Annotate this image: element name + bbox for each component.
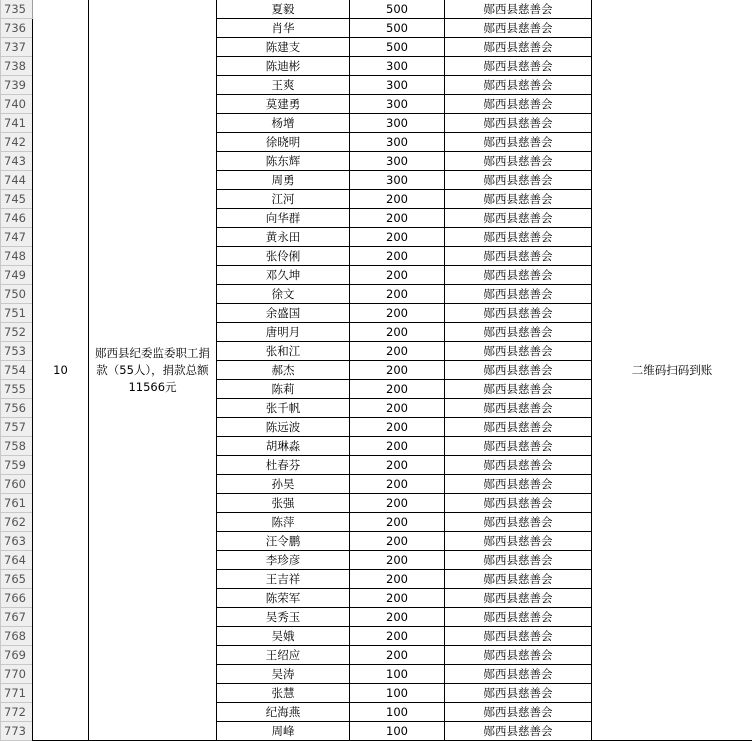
donor-name-cell[interactable]: 胡琳淼: [217, 437, 350, 456]
organization-cell[interactable]: 郧西县慈善会: [445, 133, 592, 152]
amount-cell[interactable]: 200: [350, 646, 445, 665]
donor-name-cell[interactable]: 夏毅: [217, 0, 350, 19]
row-header[interactable]: 770: [1, 665, 33, 684]
organization-cell[interactable]: 郧西县慈善会: [445, 456, 592, 475]
amount-cell[interactable]: 200: [350, 380, 445, 399]
amount-cell[interactable]: 300: [350, 171, 445, 190]
donor-name-cell[interactable]: 唐明月: [217, 323, 350, 342]
organization-cell[interactable]: 郧西县慈善会: [445, 399, 592, 418]
organization-cell[interactable]: 郧西县慈善会: [445, 589, 592, 608]
organization-cell[interactable]: 郧西县慈善会: [445, 114, 592, 133]
amount-cell[interactable]: 300: [350, 114, 445, 133]
donor-name-cell[interactable]: 吴娥: [217, 627, 350, 646]
row-header[interactable]: 758: [1, 437, 33, 456]
group-description-cell[interactable]: 郧西县纪委监委职工捐款（55人），捐款总额11566元: [89, 0, 217, 741]
organization-cell[interactable]: 郧西县慈善会: [445, 627, 592, 646]
organization-cell[interactable]: 郧西县慈善会: [445, 665, 592, 684]
row-header[interactable]: 772: [1, 703, 33, 722]
organization-cell[interactable]: 郧西县慈善会: [445, 57, 592, 76]
donor-name-cell[interactable]: 王爽: [217, 76, 350, 95]
amount-cell[interactable]: 200: [350, 532, 445, 551]
organization-cell[interactable]: 郧西县慈善会: [445, 247, 592, 266]
donor-name-cell[interactable]: 张千帆: [217, 399, 350, 418]
row-header[interactable]: 739: [1, 76, 33, 95]
amount-cell[interactable]: 200: [350, 399, 445, 418]
organization-cell[interactable]: 郧西县慈善会: [445, 608, 592, 627]
organization-cell[interactable]: 郧西县慈善会: [445, 361, 592, 380]
organization-cell[interactable]: 郧西县慈善会: [445, 684, 592, 703]
table-body: [1, 0, 752, 741]
amount-cell[interactable]: 200: [350, 304, 445, 323]
amount-cell[interactable]: 200: [350, 209, 445, 228]
row-header[interactable]: 767: [1, 608, 33, 627]
row-header[interactable]: 757: [1, 418, 33, 437]
amount-cell[interactable]: 300: [350, 76, 445, 95]
donor-name-cell[interactable]: 张慧: [217, 684, 350, 703]
donor-name-cell[interactable]: 徐文: [217, 285, 350, 304]
amount-cell[interactable]: 300: [350, 95, 445, 114]
donor-name-cell[interactable]: 周勇: [217, 171, 350, 190]
note-cell[interactable]: 二维码扫码到账: [592, 0, 752, 741]
donor-name-cell[interactable]: 孙昊: [217, 475, 350, 494]
organization-cell[interactable]: 郧西县慈善会: [445, 38, 592, 57]
row-header[interactable]: 760: [1, 475, 33, 494]
amount-cell[interactable]: 500: [350, 0, 445, 19]
amount-cell[interactable]: 200: [350, 285, 445, 304]
row-header[interactable]: 756: [1, 399, 33, 418]
row-header[interactable]: 742: [1, 133, 33, 152]
amount-cell[interactable]: 200: [350, 342, 445, 361]
row-header[interactable]: 761: [1, 494, 33, 513]
amount-cell[interactable]: 200: [350, 247, 445, 266]
organization-cell[interactable]: 郧西县慈善会: [445, 171, 592, 190]
donor-name-cell[interactable]: 向华群: [217, 209, 350, 228]
donor-name-cell[interactable]: 陈迪彬: [217, 57, 350, 76]
donor-name-cell[interactable]: 纪海燕: [217, 703, 350, 722]
row-header[interactable]: 759: [1, 456, 33, 475]
amount-cell[interactable]: 200: [350, 589, 445, 608]
organization-cell[interactable]: 郧西县慈善会: [445, 342, 592, 361]
amount-cell[interactable]: 500: [350, 19, 445, 38]
row-header[interactable]: 768: [1, 627, 33, 646]
organization-cell[interactable]: 郧西县慈善会: [445, 95, 592, 114]
organization-cell[interactable]: 郧西县慈善会: [445, 475, 592, 494]
row-header[interactable]: 737: [1, 38, 33, 57]
row-header[interactable]: 765: [1, 570, 33, 589]
organization-cell[interactable]: 郧西县慈善会: [445, 209, 592, 228]
organization-cell[interactable]: 郧西县慈善会: [445, 0, 592, 19]
amount-cell[interactable]: 200: [350, 494, 445, 513]
row-header[interactable]: 752: [1, 323, 33, 342]
organization-cell[interactable]: 郧西县慈善会: [445, 646, 592, 665]
donor-name-cell[interactable]: 杜春芬: [217, 456, 350, 475]
organization-cell[interactable]: 郧西县慈善会: [445, 152, 592, 171]
organization-cell[interactable]: 郧西县慈善会: [445, 418, 592, 437]
organization-cell[interactable]: 郧西县慈善会: [445, 722, 592, 741]
row-header[interactable]: 771: [1, 684, 33, 703]
amount-cell[interactable]: 100: [350, 722, 445, 741]
amount-cell[interactable]: 200: [350, 608, 445, 627]
row-header[interactable]: 754: [1, 361, 33, 380]
organization-cell[interactable]: 郧西县慈善会: [445, 190, 592, 209]
organization-cell[interactable]: 郧西县慈善会: [445, 323, 592, 342]
donor-name-cell[interactable]: 黄永田: [217, 228, 350, 247]
organization-cell[interactable]: 郧西县慈善会: [445, 532, 592, 551]
amount-cell[interactable]: 200: [350, 627, 445, 646]
organization-cell[interactable]: 郧西县慈善会: [445, 228, 592, 247]
group-number-cell[interactable]: 10: [33, 0, 89, 741]
amount-cell[interactable]: 200: [350, 228, 445, 247]
donor-name-cell[interactable]: 陈建支: [217, 38, 350, 57]
row-header[interactable]: 738: [1, 57, 33, 76]
amount-cell[interactable]: 200: [350, 418, 445, 437]
amount-cell[interactable]: 300: [350, 152, 445, 171]
organization-cell[interactable]: 郧西县慈善会: [445, 304, 592, 323]
organization-cell[interactable]: 郧西县慈善会: [445, 570, 592, 589]
donor-name-cell[interactable]: 陈东辉: [217, 152, 350, 171]
row-header[interactable]: 745: [1, 190, 33, 209]
row-header[interactable]: 763: [1, 532, 33, 551]
row-header[interactable]: 746: [1, 209, 33, 228]
row-header[interactable]: 766: [1, 589, 33, 608]
table-row: [1, 0, 752, 19]
amount-cell[interactable]: 200: [350, 475, 445, 494]
donor-name-cell[interactable]: 郝杰: [217, 361, 350, 380]
organization-cell[interactable]: 郧西县慈善会: [445, 266, 592, 285]
organization-cell[interactable]: 郧西县慈善会: [445, 437, 592, 456]
row-header[interactable]: 750: [1, 285, 33, 304]
organization-cell[interactable]: 郧西县慈善会: [445, 19, 592, 38]
donor-name-cell[interactable]: 陈荣军: [217, 589, 350, 608]
amount-cell[interactable]: 200: [350, 190, 445, 209]
donor-name-cell[interactable]: 王吉祥: [217, 570, 350, 589]
donor-name-cell[interactable]: 肖华: [217, 19, 350, 38]
row-header[interactable]: 769: [1, 646, 33, 665]
amount-cell[interactable]: 200: [350, 551, 445, 570]
organization-cell[interactable]: 郧西县慈善会: [445, 703, 592, 722]
row-header[interactable]: 744: [1, 171, 33, 190]
amount-cell[interactable]: 100: [350, 703, 445, 722]
donor-name-cell[interactable]: 吴涛: [217, 665, 350, 684]
organization-cell[interactable]: 郧西县慈善会: [445, 285, 592, 304]
amount-cell[interactable]: 100: [350, 665, 445, 684]
row-header[interactable]: 748: [1, 247, 33, 266]
organization-cell[interactable]: 郧西县慈善会: [445, 380, 592, 399]
donor-name-cell[interactable]: 张强: [217, 494, 350, 513]
donor-name-cell[interactable]: 吴秀玉: [217, 608, 350, 627]
row-header[interactable]: 736: [1, 19, 33, 38]
row-header[interactable]: 743: [1, 152, 33, 171]
donor-name-cell[interactable]: 徐晓明: [217, 133, 350, 152]
donor-name-cell[interactable]: 余盛国: [217, 304, 350, 323]
donor-name-cell[interactable]: 张伶俐: [217, 247, 350, 266]
amount-cell[interactable]: 200: [350, 437, 445, 456]
donor-name-cell[interactable]: 陈萍: [217, 513, 350, 532]
amount-cell[interactable]: 200: [350, 456, 445, 475]
donor-name-cell[interactable]: 周峰: [217, 722, 350, 741]
row-header[interactable]: 773: [1, 722, 33, 741]
amount-cell[interactable]: 200: [350, 323, 445, 342]
donor-name-cell[interactable]: 陈莉: [217, 380, 350, 399]
donor-name-cell[interactable]: 杨增: [217, 114, 350, 133]
donor-name-cell[interactable]: 莫建勇: [217, 95, 350, 114]
donor-name-cell[interactable]: 陈远波: [217, 418, 350, 437]
row-header[interactable]: 753: [1, 342, 33, 361]
row-header[interactable]: 764: [1, 551, 33, 570]
amount-cell[interactable]: 200: [350, 513, 445, 532]
row-header[interactable]: 755: [1, 380, 33, 399]
donor-name-cell[interactable]: 李珍彦: [217, 551, 350, 570]
organization-cell[interactable]: 郧西县慈善会: [445, 551, 592, 570]
donor-name-cell[interactable]: 王绍应: [217, 646, 350, 665]
organization-cell[interactable]: 郧西县慈善会: [445, 513, 592, 532]
donor-name-cell[interactable]: 江河: [217, 190, 350, 209]
amount-cell[interactable]: 100: [350, 684, 445, 703]
donor-name-cell[interactable]: 汪令鹏: [217, 532, 350, 551]
organization-cell[interactable]: 郧西县慈善会: [445, 494, 592, 513]
row-header[interactable]: 741: [1, 114, 33, 133]
row-header[interactable]: 740: [1, 95, 33, 114]
row-header[interactable]: 747: [1, 228, 33, 247]
amount-cell[interactable]: 500: [350, 38, 445, 57]
amount-cell[interactable]: 200: [350, 361, 445, 380]
amount-cell[interactable]: 200: [350, 266, 445, 285]
row-header[interactable]: 762: [1, 513, 33, 532]
row-header[interactable]: 751: [1, 304, 33, 323]
donor-name-cell[interactable]: 邓久坤: [217, 266, 350, 285]
row-header[interactable]: 735: [1, 0, 33, 19]
amount-cell[interactable]: 300: [350, 57, 445, 76]
donor-name-cell[interactable]: 张和江: [217, 342, 350, 361]
organization-cell[interactable]: 郧西县慈善会: [445, 76, 592, 95]
amount-cell[interactable]: 200: [350, 570, 445, 589]
row-header[interactable]: 749: [1, 266, 33, 285]
amount-cell[interactable]: 300: [350, 133, 445, 152]
